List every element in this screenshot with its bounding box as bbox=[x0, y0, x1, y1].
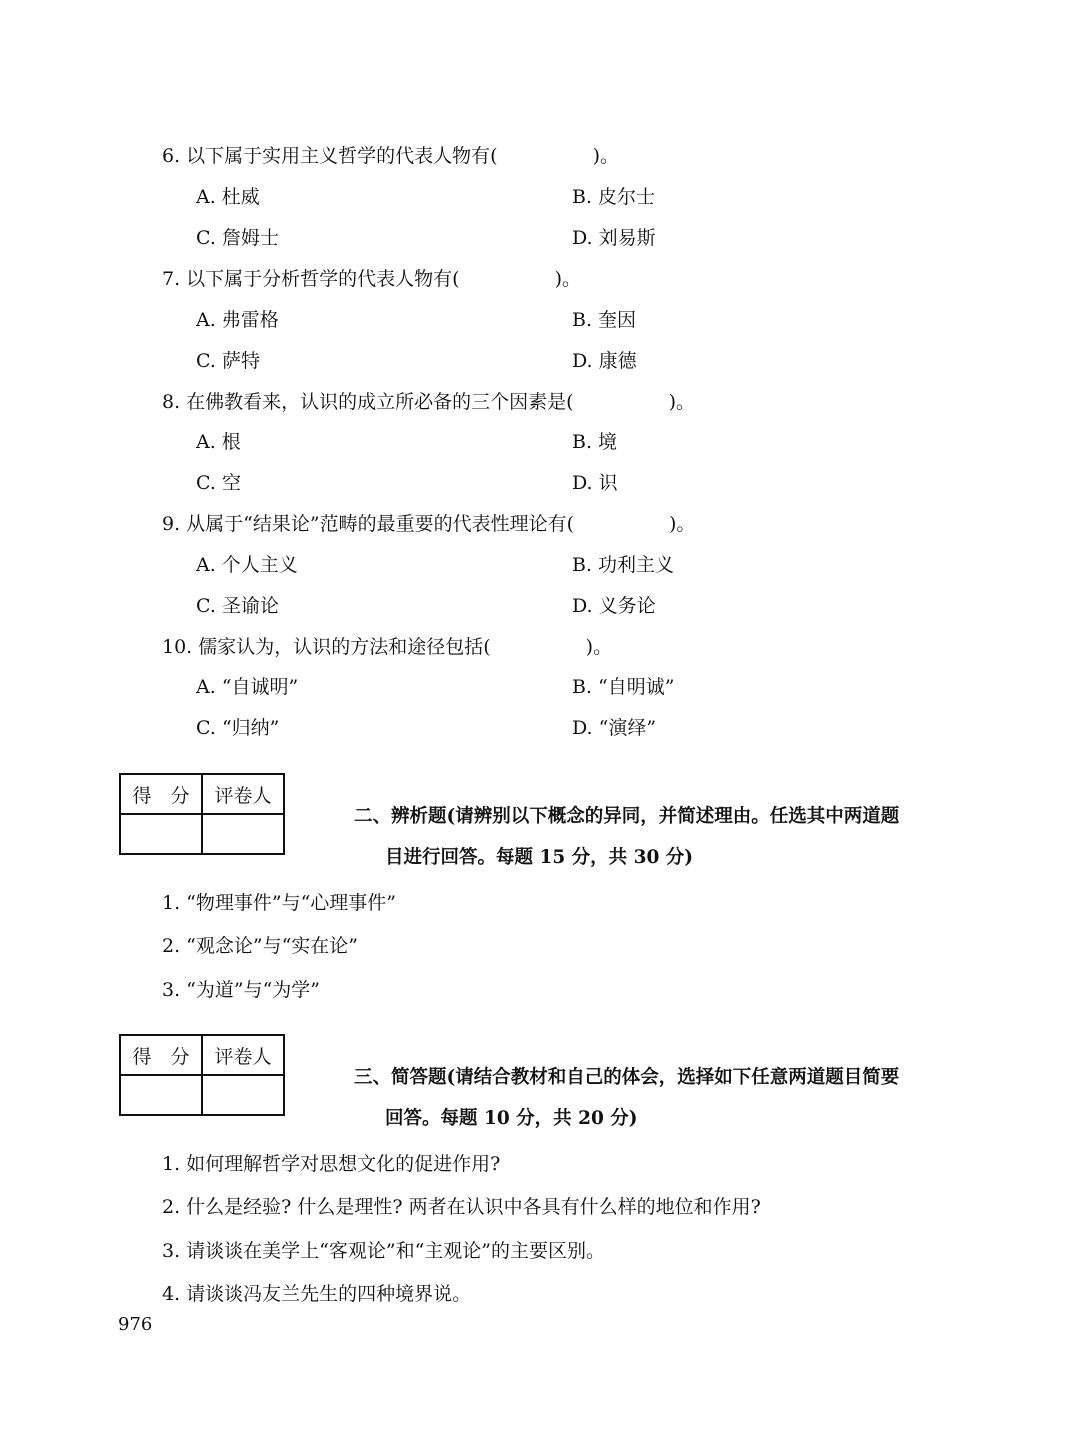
grader-cell bbox=[202, 1075, 284, 1115]
score-box-section3 bbox=[119, 1034, 285, 1116]
section3-title: 三、简答题(请结合教材和自己的体会，选择如下任意两道题目简要 bbox=[354, 1067, 900, 1088]
page-number: 976 bbox=[118, 1314, 153, 1335]
option-8d: D. 识 bbox=[572, 472, 618, 494]
score-header: 得 分 bbox=[120, 774, 202, 814]
section3-item-1: 1. 如何理解哲学对思想文化的促进作用? bbox=[162, 1153, 501, 1175]
option-10d: D. “演绎” bbox=[572, 717, 657, 739]
option-10a: A. “自诚明” bbox=[196, 676, 299, 698]
option-7b: B. 奎因 bbox=[572, 309, 637, 331]
grader-cell bbox=[202, 814, 284, 854]
section2-item-2: 2. “观念论”与“实在论” bbox=[162, 935, 359, 957]
option-9a: A. 个人主义 bbox=[196, 554, 298, 576]
question-8: 8. 在佛教看来，认识的成立所必备的三个因素是( )。 bbox=[162, 391, 695, 413]
option-9c: C. 圣谕论 bbox=[196, 595, 279, 617]
option-7c: C. 萨特 bbox=[196, 350, 260, 372]
grader-header: 评卷人 bbox=[202, 774, 284, 814]
option-6b: B. 皮尔士 bbox=[572, 186, 656, 208]
option-8c: C. 空 bbox=[196, 472, 241, 494]
option-7d: D. 康德 bbox=[572, 350, 637, 372]
question-7: 7. 以下属于分析哲学的代表人物有( )。 bbox=[162, 268, 581, 290]
option-9b: B. 功利主义 bbox=[572, 554, 675, 576]
question-6: 6. 以下属于实用主义哲学的代表人物有( )。 bbox=[162, 145, 619, 167]
option-9d: D. 义务论 bbox=[572, 595, 656, 617]
section3-item-3: 3. 请谈谈在美学上“客观论”和“主观论”的主要区别。 bbox=[162, 1240, 606, 1262]
option-6c: C. 詹姆士 bbox=[196, 227, 279, 249]
section2-item-3: 3. “为道”与“为学” bbox=[162, 979, 321, 1001]
section2-item-1: 1. “物理事件”与“心理事件” bbox=[162, 892, 397, 914]
section3-item-4: 4. 请谈谈冯友兰先生的四种境界说。 bbox=[162, 1283, 472, 1305]
section2-title: 二、辨析题(请辨别以下概念的异同，并简述理由。任选其中两道题 bbox=[354, 806, 900, 827]
section3-title-cont: 回答。每题 10 分，共 20 分) bbox=[385, 1108, 638, 1129]
section2-title-cont: 目进行回答。每题 15 分，共 30 分) bbox=[385, 847, 694, 868]
score-header: 得 分 bbox=[120, 1035, 202, 1075]
score-cell bbox=[120, 814, 202, 854]
score-cell bbox=[120, 1075, 202, 1115]
question-10: 10. 儒家认为，认识的方法和途径包括( )。 bbox=[162, 636, 613, 658]
section3-item-2: 2. 什么是经验? 什么是理性? 两者在认识中各具有什么样的地位和作用? bbox=[162, 1196, 761, 1218]
option-10c: C. “归纳” bbox=[196, 717, 280, 739]
option-7a: A. 弗雷格 bbox=[196, 309, 279, 331]
option-10b: B. “自明诚” bbox=[572, 676, 675, 698]
option-6d: D. 刘易斯 bbox=[572, 227, 656, 249]
option-6a: A. 杜威 bbox=[196, 186, 260, 208]
score-box-section2 bbox=[119, 773, 285, 855]
option-8a: A. 根 bbox=[196, 431, 241, 453]
grader-header: 评卷人 bbox=[202, 1035, 284, 1075]
question-9: 9. 从属于“结果论”范畴的最重要的代表性理论有( )。 bbox=[162, 513, 696, 535]
option-8b: B. 境 bbox=[572, 431, 618, 453]
